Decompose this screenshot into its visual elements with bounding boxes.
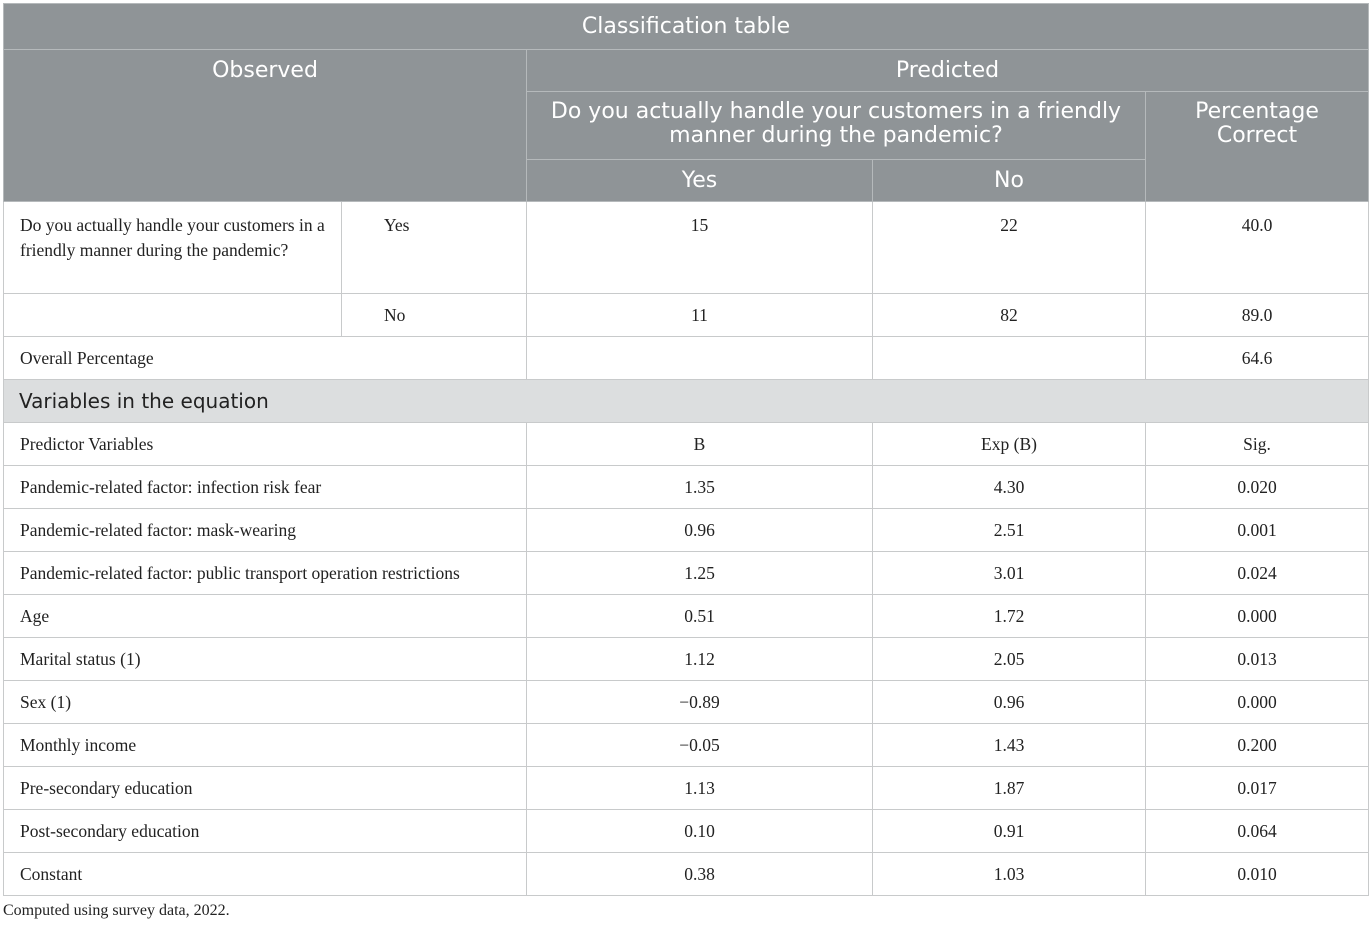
- variable-sig: 0.017: [1146, 767, 1369, 810]
- cell-no-pct: 89.0: [1146, 294, 1369, 337]
- col-header-b: B: [527, 423, 873, 466]
- variable-expb: 0.91: [873, 810, 1146, 853]
- variable-expb: 0.96: [873, 681, 1146, 724]
- table-row: [4, 810, 1369, 853]
- question-header: Do you actually handle your customers in a friendly manner during the pandemic?: [527, 92, 1146, 160]
- variable-sig: 0.064: [1146, 810, 1369, 853]
- cell-yes-pct: 40.0: [1146, 202, 1369, 294]
- variable-name: Constant: [4, 853, 527, 896]
- table-row: [4, 509, 1369, 552]
- variable-sig: 0.000: [1146, 595, 1369, 638]
- variable-name: Pandemic-related factor: infection risk fear: [4, 466, 527, 509]
- variable-name: Sex (1): [4, 681, 527, 724]
- variable-b: 1.13: [527, 767, 873, 810]
- variable-name: Marital status (1): [4, 638, 527, 681]
- percentage-correct-header: Percentage Correct: [1146, 92, 1369, 202]
- variable-expb: 1.43: [873, 724, 1146, 767]
- variable-sig: 0.200: [1146, 724, 1369, 767]
- table-row: [4, 724, 1369, 767]
- observed-yes-label: Yes: [342, 202, 527, 294]
- col-header-predictor: Predictor Variables: [4, 423, 527, 466]
- variable-expb: 2.51: [873, 509, 1146, 552]
- observed-header: Observed: [4, 50, 527, 202]
- observed-no-label: No: [342, 294, 527, 337]
- variable-expb: 3.01: [873, 552, 1146, 595]
- col-header-expb: Exp (B): [873, 423, 1146, 466]
- table-row: [4, 853, 1369, 896]
- footnote: Computed using survey data, 2022.: [3, 902, 230, 919]
- variable-expb: 1.03: [873, 853, 1146, 896]
- variable-name: Monthly income: [4, 724, 527, 767]
- table-row: [4, 466, 1369, 509]
- table-title: Classification table: [4, 4, 1369, 50]
- classification-table: [3, 3, 1369, 896]
- variable-b: 0.10: [527, 810, 873, 853]
- variable-b: 1.12: [527, 638, 873, 681]
- cell-yes-yes: 15: [527, 202, 873, 294]
- overall-percentage-value: 64.6: [1146, 337, 1369, 380]
- table-row: [4, 595, 1369, 638]
- classification-table-container: [3, 3, 1368, 896]
- overall-percentage-label: Overall Percentage: [4, 337, 527, 380]
- table-row: [4, 202, 1369, 294]
- variable-sig: 0.013: [1146, 638, 1369, 681]
- table-row: [4, 423, 1369, 466]
- variable-b: −0.05: [527, 724, 873, 767]
- section-row: [4, 380, 1369, 423]
- variable-sig: 0.010: [1146, 853, 1369, 896]
- cell-no-yes: 11: [527, 294, 873, 337]
- variable-b: 1.25: [527, 552, 873, 595]
- variable-expb: 1.87: [873, 767, 1146, 810]
- variable-b: 1.35: [527, 466, 873, 509]
- variable-expb: 2.05: [873, 638, 1146, 681]
- variable-sig: 0.024: [1146, 552, 1369, 595]
- variable-expb: 4.30: [873, 466, 1146, 509]
- table-row: [4, 337, 1369, 380]
- variable-name: Pre-secondary education: [4, 767, 527, 810]
- variable-b: −0.89: [527, 681, 873, 724]
- cell-no-no: 82: [873, 294, 1146, 337]
- observed-question-label: Do you actually handle your customers in a friendly manner during the pandemic?: [4, 202, 342, 294]
- variable-b: 0.96: [527, 509, 873, 552]
- variable-sig: 0.001: [1146, 509, 1369, 552]
- variable-name: Age: [4, 595, 527, 638]
- variables-section-title: Variables in the equation: [4, 380, 1369, 423]
- variable-name: Pandemic-related factor: mask-wearing: [4, 509, 527, 552]
- col-header-sig: Sig.: [1146, 423, 1369, 466]
- yes-header: Yes: [527, 160, 873, 202]
- variables-rows: [4, 466, 1369, 896]
- variable-sig: 0.000: [1146, 681, 1369, 724]
- variable-name: Pandemic-related factor: public transport operation restrictions: [4, 552, 527, 595]
- variable-b: 0.38: [527, 853, 873, 896]
- table-row: [4, 767, 1369, 810]
- table-row: [4, 638, 1369, 681]
- predicted-header: Predicted: [527, 50, 1369, 92]
- cell-yes-no: 22: [873, 202, 1146, 294]
- variable-sig: 0.020: [1146, 466, 1369, 509]
- variable-expb: 1.72: [873, 595, 1146, 638]
- table-row: [4, 294, 1369, 337]
- variable-b: 0.51: [527, 595, 873, 638]
- no-header: No: [873, 160, 1146, 202]
- table-row: [4, 552, 1369, 595]
- table-row: [4, 681, 1369, 724]
- variable-name: Post-secondary education: [4, 810, 527, 853]
